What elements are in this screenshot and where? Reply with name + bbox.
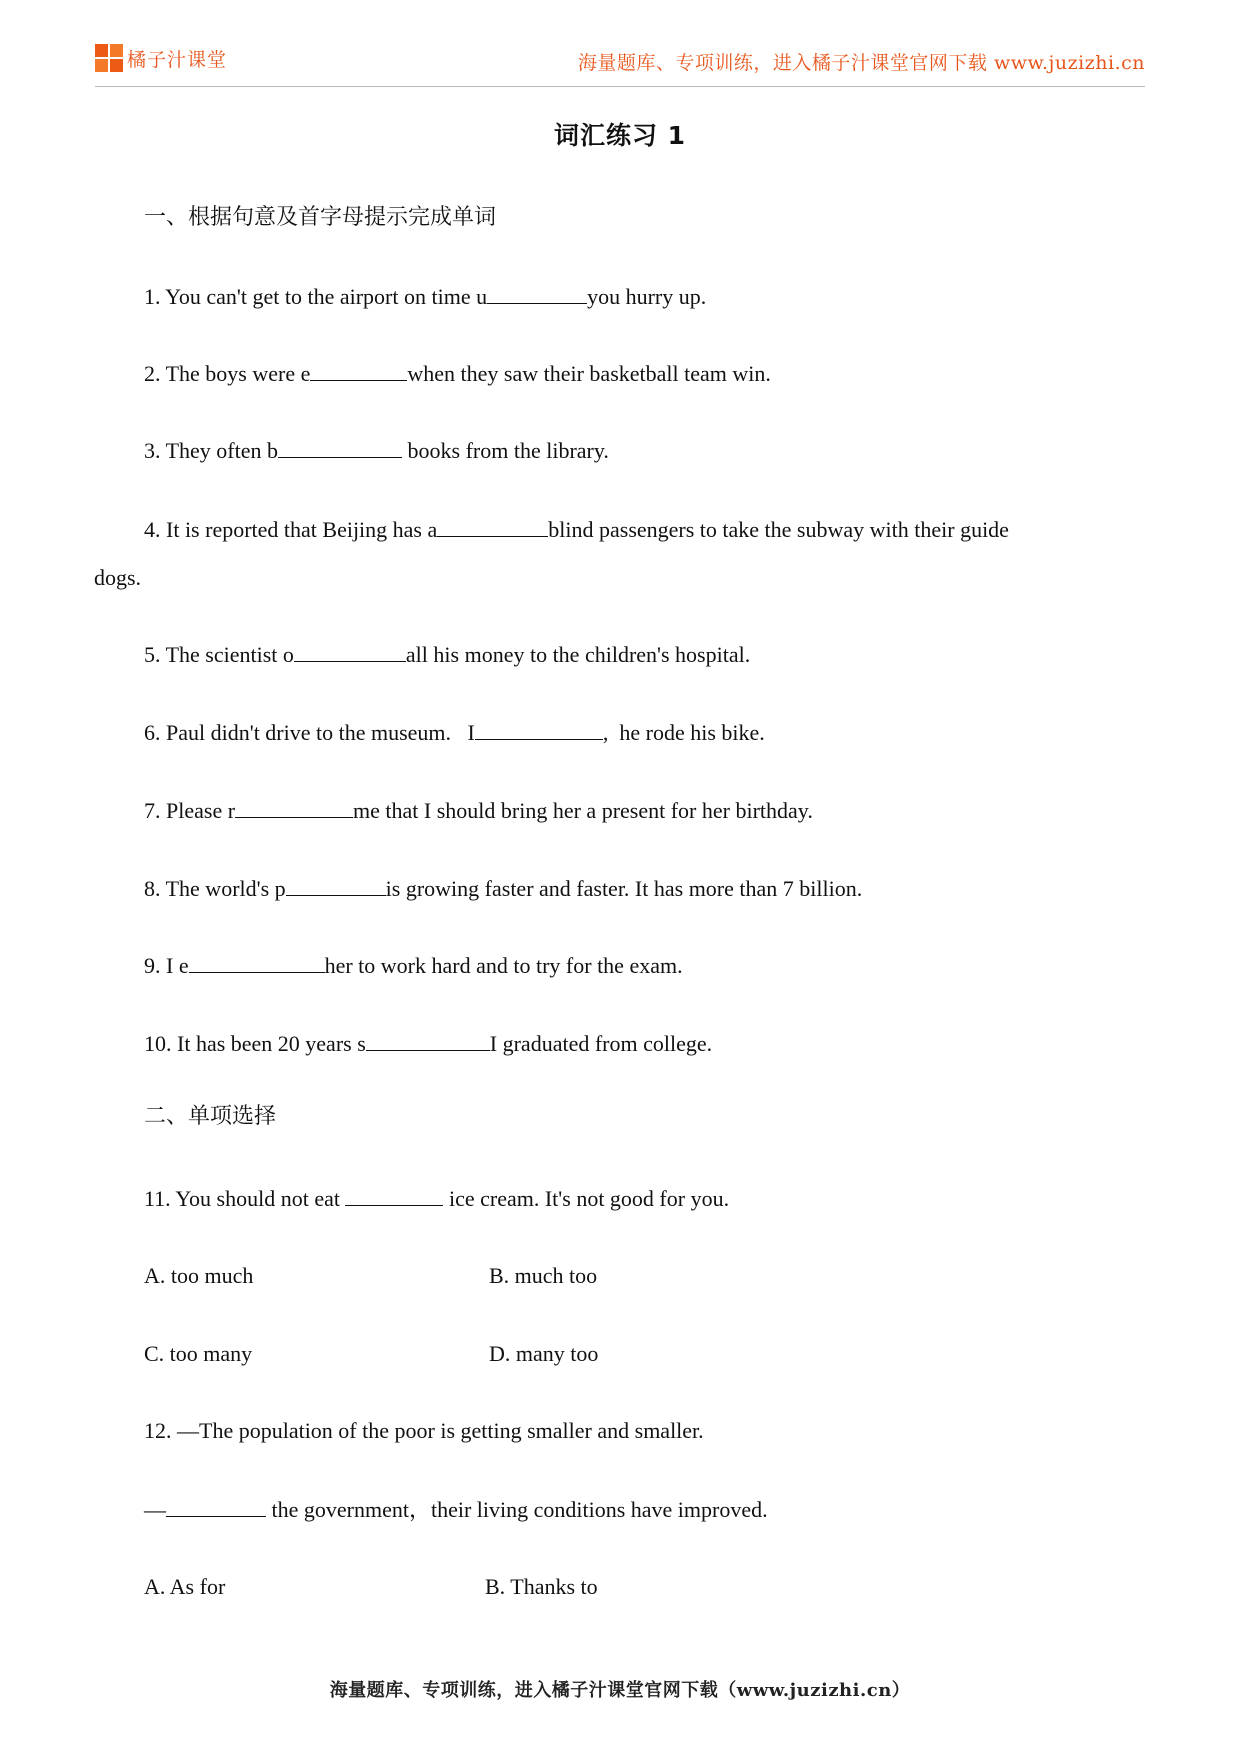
question-2: 2. The boys were e when they saw their basketball team win. (144, 358, 771, 389)
question-3: 3. They often b books from the library. (144, 435, 609, 466)
option-c[interactable]: C. too many (144, 1341, 253, 1366)
header-slogan: 海量题库、专项训练，进入橘子汁课堂官网下载 www.juzizhi.cn (577, 52, 1145, 74)
worksheet-title: 词汇练习 1 (553, 121, 687, 150)
question-8: 8. The world's p is growing faster and faster. It has more than 7 billion. (144, 873, 862, 904)
option-a[interactable]: A. too much (144, 1263, 254, 1288)
answer-blank[interactable] (437, 514, 548, 537)
question-7: 7. Please r me that I should bring her a present for her birthday. (144, 795, 813, 826)
option-d[interactable]: D. many too (489, 1341, 599, 1366)
option-a[interactable]: A. As for (144, 1574, 226, 1599)
section1-heading: 一、根据句意及首字母提示完成单词 (144, 205, 497, 230)
question-12-response: — the government，their living conditions have improved. (144, 1494, 768, 1525)
question-4: 4. It is reported that Beijing has a blind passengers to take the subway with their guide (144, 514, 1009, 545)
question-9: 9. I e her to work hard and to try for the exam. (144, 950, 683, 981)
question-12: 12. —The population of the poor is getting smaller and smaller. (144, 1418, 704, 1443)
answer-blank[interactable] (310, 358, 407, 381)
answer-blank[interactable] (345, 1183, 443, 1206)
brand-logo (95, 44, 227, 72)
answer-blank[interactable] (278, 435, 402, 458)
option-b[interactable]: B. Thanks to (485, 1574, 598, 1599)
logo-icon (95, 44, 123, 72)
question-4-continuation: dogs. (94, 565, 142, 590)
section2-heading: 二、单项选择 (144, 1104, 277, 1129)
question-5: 5. The scientist o all his money to the children's hospital. (144, 639, 750, 670)
question-11: 11. You should not eat ice cream. It's not good for you. (144, 1183, 729, 1214)
answer-blank[interactable] (366, 1028, 490, 1051)
answer-blank[interactable] (189, 950, 325, 973)
page-header (95, 40, 1145, 87)
answer-blank[interactable] (286, 873, 386, 896)
question-1: 1. You can't get to the airport on time u you hurry up. (144, 281, 706, 312)
question-6: 6. Paul didn't drive to the museum. I , he rode his bike. (144, 717, 765, 748)
answer-blank[interactable] (235, 795, 353, 818)
page-footer: 海量题库、专项训练，进入橘子汁课堂官网下载（www.juzizhi.cn） (329, 1680, 911, 1701)
option-b[interactable]: B. much too (489, 1263, 598, 1288)
answer-blank[interactable] (475, 717, 603, 740)
answer-blank[interactable] (487, 281, 587, 304)
question-10: 10. It has been 20 years s I graduated from college. (144, 1028, 712, 1059)
brand-name: 橘子汁课堂 (127, 48, 228, 71)
answer-blank[interactable] (294, 639, 406, 662)
answer-blank[interactable] (166, 1494, 266, 1517)
